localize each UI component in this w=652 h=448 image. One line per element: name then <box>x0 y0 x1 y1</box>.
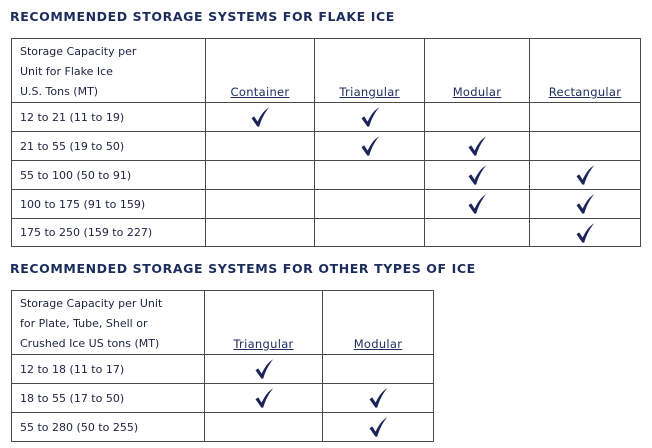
checkmark-icon <box>253 387 275 409</box>
table-header-row <box>12 291 434 355</box>
table-row <box>12 161 641 190</box>
checkmark-icon <box>466 193 488 215</box>
check-cell <box>206 190 315 219</box>
capacity-cell: 55 to 100 (50 to 91) <box>12 161 206 190</box>
capacity-header-line: Storage Capacity per Unit <box>20 297 163 310</box>
other-ice-table <box>11 290 434 442</box>
check-cell <box>315 219 425 247</box>
column-header-label: Triangular <box>233 337 294 351</box>
checkmark-icon <box>367 387 389 409</box>
capacity-cell: 12 to 18 (11 to 17) <box>12 355 205 384</box>
column-header-label: Modular <box>452 85 502 99</box>
checkmark-icon <box>367 416 389 438</box>
flake-ice-heading: RECOMMENDED STORAGE SYSTEMS FOR FLAKE ICE <box>10 9 395 24</box>
check-cell <box>315 132 425 161</box>
check-cell <box>425 219 530 247</box>
column-header-triangular <box>205 291 323 355</box>
checkmark-icon <box>466 135 488 157</box>
check-cell <box>315 103 425 132</box>
checkmark-icon <box>253 358 275 380</box>
check-cell <box>425 103 530 132</box>
check-cell <box>315 190 425 219</box>
checkmark-icon <box>574 164 596 186</box>
column-header-label: Rectangular <box>548 85 622 99</box>
capacity-header-line: Crushed Ice US tons (MT) <box>20 337 160 350</box>
capacity-header-line: Unit for Flake Ice <box>20 65 113 78</box>
table-row <box>12 132 641 161</box>
check-cell <box>425 132 530 161</box>
checkmark-icon <box>574 222 596 244</box>
table-row <box>12 103 641 132</box>
column-header-label: Modular <box>353 337 403 351</box>
check-cell <box>530 132 641 161</box>
column-header-modular <box>425 39 530 103</box>
check-cell <box>530 219 641 247</box>
check-cell <box>206 219 315 247</box>
check-cell <box>425 161 530 190</box>
check-cell <box>323 355 434 384</box>
check-cell <box>530 190 641 219</box>
check-cell <box>425 190 530 219</box>
flake-ice-table <box>11 38 641 247</box>
check-cell <box>323 384 434 413</box>
capacity-cell: 12 to 21 (11 to 19) <box>12 103 206 132</box>
check-cell <box>205 384 323 413</box>
column-header-label: Container <box>230 85 290 99</box>
check-cell <box>205 413 323 442</box>
check-cell <box>530 103 641 132</box>
table-row <box>12 355 434 384</box>
table-row <box>12 190 641 219</box>
table-header-row <box>12 39 641 103</box>
check-cell <box>315 161 425 190</box>
check-cell <box>205 355 323 384</box>
capacity-header-line: for Plate, Tube, Shell or <box>20 317 148 330</box>
capacity-cell: 55 to 280 (50 to 255) <box>12 413 205 442</box>
checkmark-icon <box>359 135 381 157</box>
capacity-cell: 21 to 55 (19 to 50) <box>12 132 206 161</box>
table-row <box>12 384 434 413</box>
other-ice-heading: RECOMMENDED STORAGE SYSTEMS FOR OTHER TYPES OF ICE <box>10 261 476 276</box>
column-header-rectangular <box>530 39 641 103</box>
table-row <box>12 219 641 247</box>
checkmark-icon <box>574 193 596 215</box>
check-cell <box>206 103 315 132</box>
checkmark-icon <box>249 106 271 128</box>
capacity-header-line: U.S. Tons (MT) <box>20 85 99 98</box>
column-header-triangular <box>315 39 425 103</box>
capacity-cell: 175 to 250 (159 to 227) <box>12 219 206 247</box>
check-cell <box>530 161 641 190</box>
column-header-modular <box>323 291 434 355</box>
capacity-header <box>12 39 206 103</box>
capacity-cell: 100 to 175 (91 to 159) <box>12 190 206 219</box>
check-cell <box>206 161 315 190</box>
column-header-label: Triangular <box>339 85 400 99</box>
column-header-container <box>206 39 315 103</box>
capacity-header-line: Storage Capacity per <box>20 45 137 58</box>
table-row <box>12 413 434 442</box>
check-cell <box>206 132 315 161</box>
checkmark-icon <box>359 106 381 128</box>
capacity-cell: 18 to 55 (17 to 50) <box>12 384 205 413</box>
check-cell <box>323 413 434 442</box>
checkmark-icon <box>466 164 488 186</box>
capacity-header <box>12 291 205 355</box>
